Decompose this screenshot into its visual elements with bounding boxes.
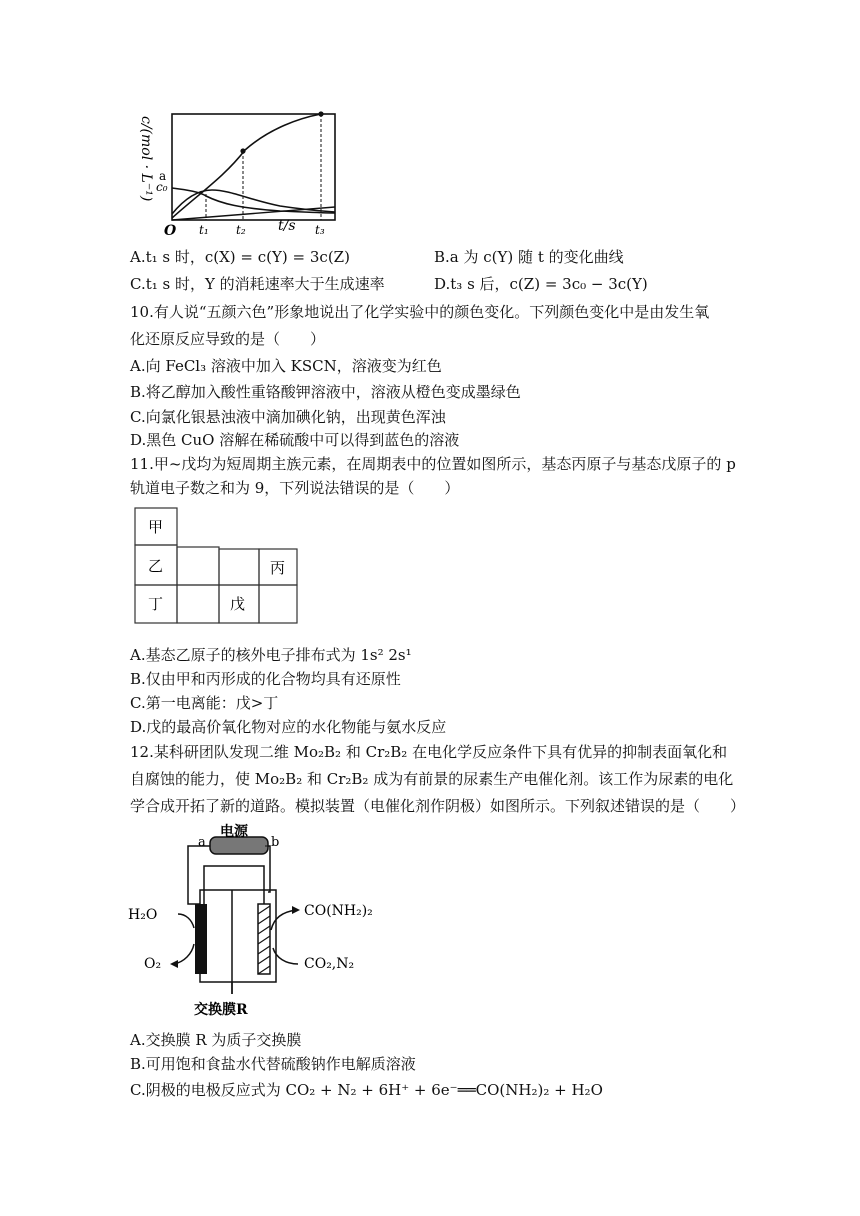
h2o-arrow: [178, 914, 194, 928]
q9-option-b: B.a 为 c(Y) 随 t 的变化曲线: [434, 248, 624, 266]
terminal-b-label: b: [271, 835, 280, 850]
q11-option-b: B.仅由甲和丙形成的化合物均具有还原性: [130, 670, 401, 688]
wire-b-path: [268, 846, 270, 892]
h2o-label: H₂O: [128, 907, 158, 923]
o2-label: O₂: [144, 956, 162, 972]
q10-option-b: B.将乙醇加入酸性重铬酸钾溶液中，溶液从橙色变成墨绿色: [130, 383, 521, 401]
q12-stem-line1: 12.某科研团队发现二维 Mo₂B₂ 和 Cr₂B₂ 在电化学反应条件下具有优异的抑制表面氧化和: [130, 743, 728, 761]
q12-stem-line2: 自腐蚀的能力，使 Mo₂B₂ 和 Cr₂B₂ 成为有前景的尿素生产电催化剂。该工作为尿素的电化: [130, 770, 734, 788]
element-bing: 丙: [270, 559, 286, 577]
q10-stem-line1: 10.有人说“五颜六色”形象地说出了化学实验中的颜色变化。下列颜色变化中是由发生氧: [130, 303, 710, 321]
inner-wire: [204, 866, 264, 904]
cathode: [258, 904, 270, 974]
terminal-a-label: a: [198, 835, 206, 850]
wire-a: [188, 846, 210, 904]
q10-option-a: A.向 FeCl₃ 溶液中加入 KSCN，溶液变为红色: [130, 357, 442, 375]
q10-option-c: C.向氯化银悬浊液中滴加碘化钠，出现黄色浑浊: [130, 408, 446, 426]
q9-option-d: D.t₃ s 后，c(Z) = 3c₀ − 3c(Y): [434, 275, 648, 293]
point-t2: [240, 148, 245, 153]
element-yi: 乙: [148, 557, 164, 575]
x-axis-label: t/s: [278, 218, 296, 234]
co2-n2-label: CO₂,N₂: [304, 956, 355, 972]
graph-frame: [172, 114, 335, 220]
q11-option-c: C.第一电离能：戊>丁: [130, 694, 279, 712]
q12-option-c: C.阴极的电极反应式为 CO₂ + N₂ + 6H⁺ + 6e⁻══CO(NH₂)₂ + H₂O: [130, 1081, 603, 1099]
anode: [195, 904, 207, 974]
c0-label: c₀: [156, 180, 168, 194]
q10-option-d: D.黑色 CuO 溶解在稀硫酸中可以得到蓝色的溶液: [130, 431, 460, 449]
q11-option-a: A.基态乙原子的核外电子排布式为 1s² 2s¹: [130, 646, 412, 664]
urea-arrowhead: [292, 906, 300, 914]
y-axis-label: c/(mol · L⁻¹): [138, 116, 154, 202]
q11-stem-line1: 11.甲~戊均为短周期主族元素，在周期表中的位置如图所示，基态丙原子与基态戊原子的 p: [130, 455, 736, 473]
q12-stem-line3: 学合成开拓了新的道路。模拟装置（电催化剂作阴极）如图所示。下列叙述错误的是（ ）: [130, 797, 746, 815]
q9-option-a: A.t₁ s 时，c(X) = c(Y) = 3c(Z): [130, 248, 350, 266]
o2-arrowhead: [170, 960, 178, 968]
element-ding: 丁: [148, 595, 164, 613]
urea-label: CO(NH₂)₂: [304, 903, 373, 919]
q12-option-b: B.可用饱和食盐水代替硫酸钠作电解质溶液: [130, 1055, 416, 1073]
t2-label: t₂: [236, 223, 246, 237]
electrolysis-diagram: [128, 822, 398, 1022]
rising-curve: [172, 114, 321, 218]
concentration-time-graph: [130, 108, 360, 240]
element-wu: 戊: [230, 595, 246, 613]
q11-option-d: D.戊的最高价氧化物对应的水化物能与氨水反应: [130, 718, 447, 736]
element-jia: 甲: [148, 518, 164, 536]
curve-a-label: a: [159, 169, 167, 183]
periodic-table-fragment: [133, 506, 303, 626]
q11-stem-line2: 轨道电子数之和为 9，下列说法错误的是（ ）: [130, 479, 460, 497]
curve-a: [172, 190, 335, 214]
membrane-label: 交换膜R: [194, 1002, 248, 1018]
t3-label: t₃: [315, 223, 325, 237]
power-label: 电源: [220, 824, 248, 840]
q9-option-c: C.t₁ s 时，Y 的消耗速率大于生成速率: [130, 275, 385, 293]
t1-label: t₁: [199, 223, 209, 237]
origin-label: O: [164, 223, 177, 239]
point-t3: [318, 111, 323, 116]
q12-option-a: A.交换膜 R 为质子交换膜: [130, 1031, 302, 1049]
q10-stem-line2: 化还原反应导致的是（ ）: [130, 330, 326, 348]
